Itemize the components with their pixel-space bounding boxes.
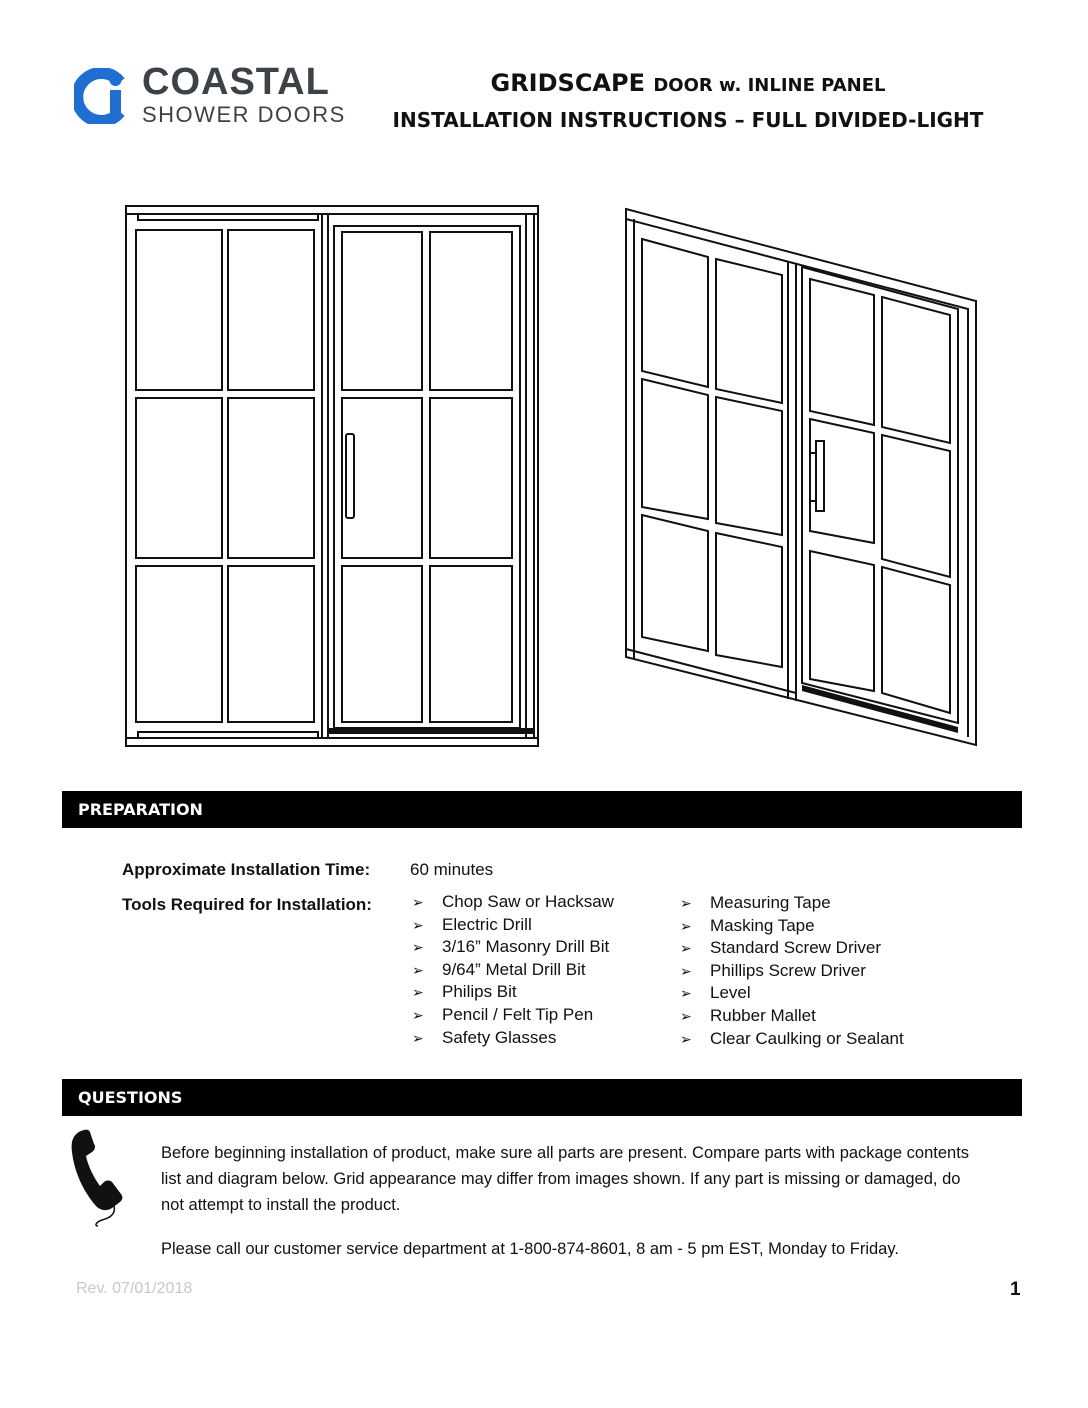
product-variant: DOOR w. INLINE PANEL <box>653 75 886 96</box>
revision-date: Rev. 07/01/2018 <box>76 1280 193 1297</box>
arrow-bullet-icon: ➢ <box>412 961 424 978</box>
arrow-bullet-icon: ➢ <box>680 1007 692 1024</box>
company-logo <box>74 61 364 130</box>
list-item: ➢ Level <box>680 982 904 1005</box>
list-item: ➢ Rubber Mallet <box>680 1005 904 1028</box>
list-item: ➢ Philips Bit <box>412 981 614 1004</box>
installation-time-value: 60 minutes <box>410 860 494 879</box>
list-item: ➢ Safety Glasses <box>412 1027 614 1050</box>
arrow-bullet-icon: ➢ <box>412 1006 424 1023</box>
list-item: ➢ Standard Screw Driver <box>680 937 904 960</box>
list-item: ➢ Masking Tape <box>680 915 904 938</box>
arrow-bullet-icon: ➢ <box>412 894 424 910</box>
questions-section-header: QUESTIONS <box>62 1079 1022 1116</box>
list-item: ➢ Chop Saw or Hacksaw <box>412 891 614 914</box>
arrow-bullet-icon: ➢ <box>680 940 692 957</box>
arrow-bullet-icon: ➢ <box>412 1029 424 1046</box>
preparation-section-header: PREPARATION <box>62 791 1022 828</box>
arrow-bullet-icon: ➢ <box>412 984 424 1001</box>
list-item: ➢ Electric Drill <box>412 914 614 937</box>
perspective-view-drawing <box>620 205 982 750</box>
phone-icon <box>66 1126 130 1228</box>
tools-list-column-1 <box>412 891 614 1049</box>
list-item: ➢ Measuring Tape <box>680 892 904 915</box>
installation-time-label: Approximate Installation Time: <box>122 860 371 879</box>
list-item: ➢ Phillips Screw Driver <box>680 960 904 983</box>
arrow-bullet-icon: ➢ <box>412 939 424 956</box>
list-item: ➢ Pencil / Felt Tip Pen <box>412 1004 614 1027</box>
product-name: GRIDSCAPE <box>490 69 645 97</box>
questions-paragraph-2: Please call our customer service department at 1-800-874-8601, 8 am - 5 pm EST, Monday to Friday. <box>161 1240 899 1258</box>
arrow-bullet-icon: ➢ <box>680 985 692 1002</box>
document-subtitle: INSTALLATION INSTRUCTIONS – FULL DIVIDED-LIGHT <box>392 108 984 132</box>
list-item: ➢ 3/16” Masonry Drill Bit <box>412 936 614 959</box>
page-number: 1 <box>1010 1279 1021 1300</box>
arrow-bullet-icon: ➢ <box>680 895 692 911</box>
logo-mark-icon <box>74 68 136 124</box>
list-item: ➢ Clear Caulking or Sealant <box>680 1028 904 1051</box>
logo-wordmark: COASTAL <box>142 61 330 103</box>
logo-tagline: SHOWER DOORS <box>142 102 346 127</box>
arrow-bullet-icon: ➢ <box>680 962 692 979</box>
arrow-bullet-icon: ➢ <box>680 1030 692 1047</box>
arrow-bullet-icon: ➢ <box>680 917 692 934</box>
list-item: ➢ 9/64” Metal Drill Bit <box>412 959 614 982</box>
tools-list-column-2 <box>680 892 904 1050</box>
tools-required-label: Tools Required for Installation: <box>122 895 372 914</box>
document-title <box>380 66 996 103</box>
front-view-drawing <box>122 202 542 750</box>
arrow-bullet-icon: ➢ <box>412 916 424 933</box>
questions-paragraph-1: Before beginning installation of product, make sure all parts are present. Compare parts with package contents list and diagram below. Grid appearance may differ from images shown. If any part is missing or damaged, do not attempt to install the product. <box>161 1144 970 1214</box>
